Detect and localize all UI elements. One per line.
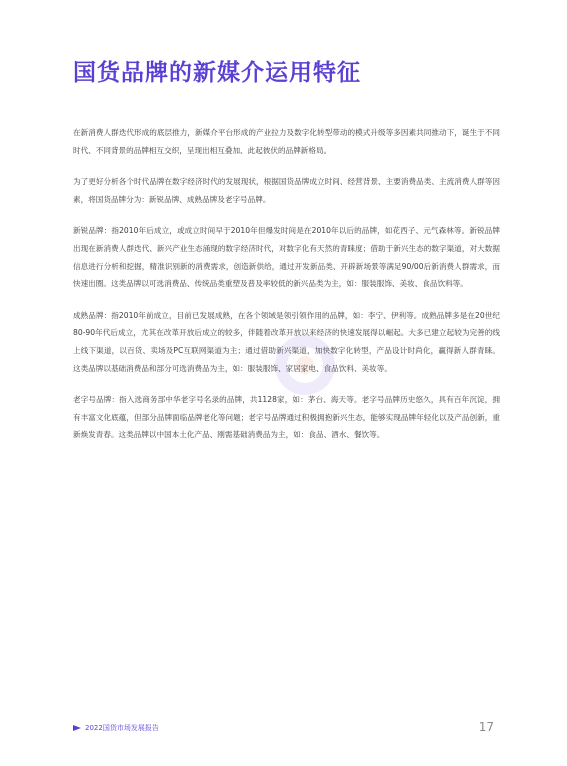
footer-source xyxy=(73,723,159,733)
paragraph-classification: 为了更好分析各个时代品牌在数字经济时代的发展现状，根据国货品牌成立时间、经营背景、主要消费品类、主流消费人群等因素，将国货品牌分为：新锐品牌、成熟品牌及老字号品牌。 xyxy=(73,177,500,204)
paragraph-mature-brands: 成熟品牌：指2010年前成立，目前已发展成熟，在各个领域是领引领作用的品牌，如：李宁、伊利等。成熟品牌多是在20世纪80-90年代后成立，尤其在改革开放后成立的较多，伴随着改革开放以来经济的快速发展得以崛起。大多已建立起较为完善的线上线下渠道，以百货、卖场及PC互联网渠道为主；通过借助新兴渠道，加快数字化转型，产品设计时尚化，赢得新人群青睐。这类品牌以基础消费品和部分可选消费品为主，如：服装服饰、家居家电、食品饮料、美妆等。 xyxy=(73,310,500,373)
page-title: 国货品牌的新媒介运用特征 xyxy=(73,60,361,86)
page-number: 17 xyxy=(478,720,494,734)
paragraph-heritage-brands: 老字号品牌：指入选商务部中华老字号名录的品牌，共1128家，如：茅台、海天等。老字号品牌历史悠久，具有百年沉淀，拥有丰富文化底蕴，但部分品牌面临品牌老化等问题；老字号品牌通过积极拥抱新兴生态，能够实现品牌年轻化以及产品创新，重新焕发青春。这类品牌以中国本土化产品、刚需基础消费品为主，如：食品、酒水、餐饮等。 xyxy=(73,395,500,440)
paragraph-intro: 在新消费人群迭代形成的底层推力，新媒介平台形成的产业拉力及数字化转型带动的模式升级等多因素共同推动下，诞生于不同时代、不同背景的品牌相互交织，呈现出相互叠加、此起彼伏的品牌新格局。 xyxy=(73,128,500,155)
footer-arrow-icon xyxy=(73,725,81,731)
page-footer xyxy=(73,720,494,736)
footer-source-text: 2022国货市场发展报告 xyxy=(85,724,159,732)
paragraph-emerging-brands: 新锐品牌：指2010年后成立，或成立时间早于2010年但爆发时间是在2010年以后的品牌，如花西子、元气森林等。新锐品牌出现在新消费人群迭代、新兴产业生态涌现的数字经济时代，对数字化有天然的青睐度；借助于新兴生态的数字渠道，对大数据信息进行分析和挖掘，精准识别新的消费需求，创造新供给，通过开发新品类、开辟新场景等满足90/00后新消费人群需求，而快速出圈。这类品牌以可选消费品、传统品类重塑及普及率较低的新兴品类为主，如：服装服饰、美妆、食品饮料等。 xyxy=(73,226,500,289)
article-body xyxy=(73,124,500,458)
